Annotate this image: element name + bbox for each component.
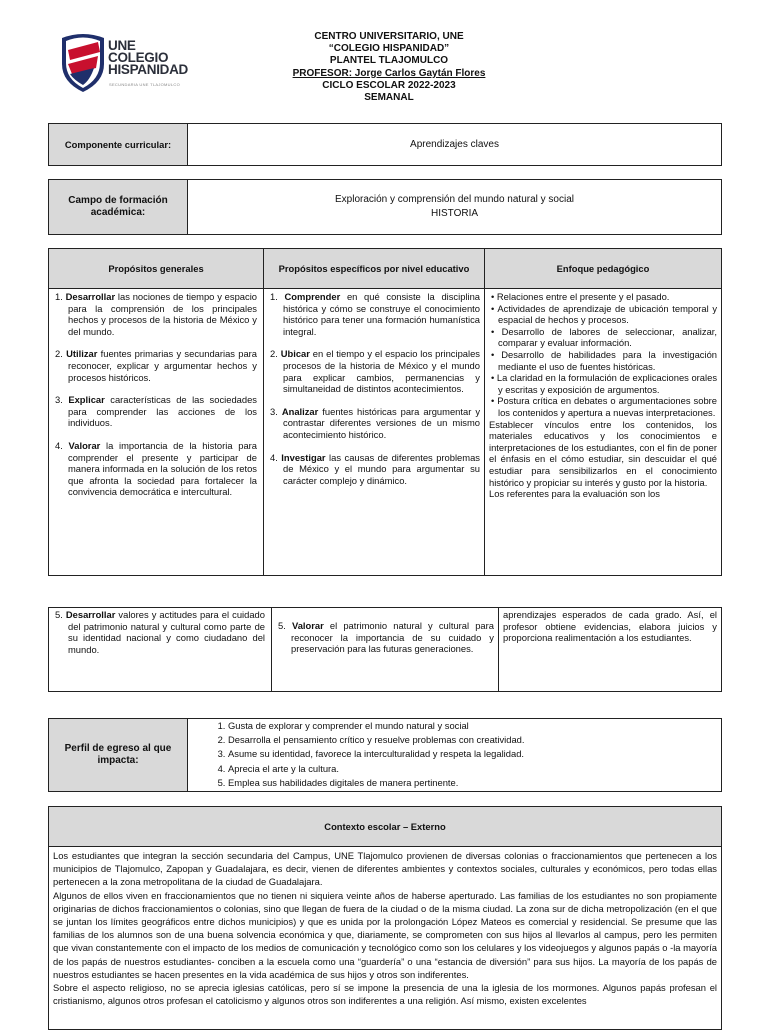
contexto-body bbox=[49, 847, 722, 1030]
list-item: 1. Gusta de explorar y comprender el mundo natural y social bbox=[228, 719, 721, 733]
header-especificos: Propósitos específicos por nivel educativo bbox=[264, 249, 485, 289]
campo-subject: HISTORIA bbox=[430, 208, 479, 219]
perfil-label: Perfil de egreso al que impacta: bbox=[49, 719, 188, 792]
bullet-item: • Desarrollo de habilidades para la investigación mediante el uso de fuentes históricas. bbox=[491, 348, 717, 372]
header-enfoque: Enfoque pedagógico bbox=[485, 249, 722, 289]
componente-value: Aprendizajes claves bbox=[188, 124, 722, 166]
bullet-item: • Postura crítica en debates o argumentaciones sobre los contenidos y apertura a nuevas interpretaciones. bbox=[491, 395, 717, 418]
shield-icon bbox=[58, 30, 108, 94]
perfil-table bbox=[48, 718, 722, 792]
header-teacher: PROFESOR: Jorge Carlos Gaytán Flores bbox=[292, 67, 486, 79]
contexto-paragraph-1: Los estudiantes que integran la sección secundaria del Campus, UNE Tlajomulco provienen de diversas colonias o fraccionamientos que pertenecen a los municipios de Tlajomulco, Zapopan y Guadalajara, es decir, vienen de diferentes ambientes y contextos sociales, culturales y económicos, pero todas ellas pertenecen a la zona metropolitana de la ciudad de Guadalajara. bbox=[53, 850, 717, 888]
logo-tagline: SECUNDARIA UNE TLAJOMULCO bbox=[109, 82, 180, 87]
especificos-cell bbox=[264, 289, 485, 576]
document-header bbox=[230, 31, 548, 104]
list-item: 4. Investigar las causas de diferentes problemas de México y el mundo para argumentar su carácter complejo y dinámico. bbox=[270, 451, 480, 486]
school-logo bbox=[58, 30, 208, 96]
list-item: 5. Valorar el patrimonio natural y cultural para reconocer la importancia de su cuidado y preservación para las futuras generaciones. bbox=[278, 620, 494, 655]
perfil-list bbox=[188, 719, 721, 790]
bullet-item: • Actividades de aprendizaje de ubicación temporal y espacial de hechos y procesos. bbox=[491, 302, 718, 326]
enfoque-paragraph: Establecer vínculos entre los contenidos, los materiales educativos y los conocimientos e interpretaciones de los estudiantes, con el fin de poner el énfasis en el cómo estudiar, sin descuidar el qué estudiar para sensibilizarlos en el conocimiento histórico y propiciar su interés y gusto por la historia. bbox=[489, 418, 717, 488]
header-campus: PLANTEL TLAJOMULCO bbox=[329, 55, 449, 67]
header-institution: CENTRO UNIVERSITARIO, UNE bbox=[314, 31, 464, 42]
campo-value: Exploración y comprensión del mundo natural y social bbox=[334, 194, 574, 205]
logo-line-1: UNE bbox=[108, 38, 136, 53]
header-frequency: SEMANAL bbox=[364, 92, 414, 104]
list-item: 2. Ubicar en el tiempo y el espacio los principales procesos de la historia de México y el mundo para explicar cambios, permanencias y simultaneidad de distintos acontecimientos. bbox=[270, 348, 480, 395]
list-item: 1. Comprender en qué consiste la disciplina histórica y cómo se construye el conocimiento histórico para tener una formación humanística integral. bbox=[270, 291, 480, 337]
bullet-item: • Relaciones entre el presente y el pasado. bbox=[491, 291, 670, 302]
contexto-paragraph-3: Sobre el aspecto religioso, no se aprecia iglesias católicas, pero sí se impone la presencia de una la iglesia de los mormones. Algunos papás profesan el cristianismo, algunos otros profesan el catolicismo y algunos otros son indiferentes a una religión. Así mismo, existen excelentes bbox=[53, 982, 717, 1007]
header-school: “COLEGIO HISPANIDAD” bbox=[328, 43, 450, 55]
general-5-cell bbox=[49, 608, 272, 692]
propositos-cont-table bbox=[48, 607, 722, 692]
contexto-paragraph-2: Algunos de ellos viven en fraccionamientos que no tienen ni siquiera veinte años de haberse aperturado. Las familias de los estudiantes no son propiamente originarias de dichos fraccionamientos o colonias, sino que llegan de fuera de la ciudad o de la misma ciudad. La zona sur de dicha metropolización (en el que se juntan los límites geográficos entre dichos municipios) y que es unida por la prolongación López Mateos es comercial y residencial. Se presume que las familias de los alumnos son de una buena solvencia económica y que, diariamente, se comprometen con sus hijos al llevarlos al campus, pero les permiten que vivan constantemente con el impacto de los medios de comunicación y tecnológico como son los celulares y los videojuegos y algunos papás o -la mayoría de los papás de nuestros estudiantes- conciben a la escuela como una “guardería” o una “estancia de diversión” para sus hijos. La mayoría de los papás de nuestros estudiantes se hacen presentes en la vida académica de sus hijos y otros son indiferentes. bbox=[53, 889, 717, 980]
contexto-title: Contexto escolar – Externo bbox=[49, 807, 722, 847]
enfoque-cell bbox=[485, 289, 722, 576]
campo-label: Campo de formación académica: bbox=[49, 180, 188, 235]
componente-table bbox=[48, 123, 722, 166]
bullet-item: • Desarrollo de labores de seleccionar, analizar, comparar y evaluar información. bbox=[491, 325, 717, 349]
header-school-year: CICLO ESCOLAR 2022-2023 bbox=[322, 79, 456, 91]
header-generales: Propósitos generales bbox=[49, 249, 264, 289]
list-item: 4. Aprecia el arte y la cultura. bbox=[228, 762, 721, 776]
enfoque-cont-cell: aprendizajes esperados de cada grado. Así, el profesor obtiene evidencias, elabora juicios y proporciona realimentación a los estudiantes. bbox=[499, 608, 722, 692]
generales-cell bbox=[49, 289, 264, 576]
list-item: 2. Desarrolla el pensamiento crítico y resuelve problemas con creatividad. bbox=[228, 733, 721, 747]
contexto-table bbox=[48, 806, 722, 1030]
list-item: 5. Desarrollar valores y actitudes para el cuidado del patrimonio natural y cultural como parte de su identidad nacional y como ciudadano del mundo. bbox=[55, 609, 265, 655]
list-item: 3. Explicar características de las sociedades para comprender las acciones de los individuos. bbox=[55, 394, 257, 429]
enfoque-paragraph-cont: Los referentes para la evaluación son los bbox=[489, 488, 660, 500]
propositos-table bbox=[48, 248, 722, 576]
list-item: 5. Emplea sus habilidades digitales de manera pertinente. bbox=[228, 776, 721, 790]
logo-line-3: HISPANIDAD bbox=[108, 62, 189, 77]
bullet-item: • La claridad en la formulación de explicaciones orales y escritas y exposición de argumentos. bbox=[491, 372, 718, 395]
list-item: 4. Valorar la importancia de la historia para comprender el presente y participar de manera informada en la solución de los retos que afronta la sociedad para fortalecer la convivencia democrática e intercultural. bbox=[55, 439, 257, 498]
logo-line-2: COLEGIO bbox=[108, 50, 169, 65]
list-item: 3. Analizar fuentes históricas para argumentar y contrastar diferentes versiones de un mismo acontecimiento histórico. bbox=[270, 405, 481, 440]
list-item: 2. Utilizar fuentes primarias y secundarias para reconocer, explicar y argumentar hechos y procesos históricos. bbox=[55, 348, 258, 383]
especifico-5-cell bbox=[272, 608, 499, 692]
campo-table bbox=[48, 179, 722, 235]
componente-label: Componente curricular: bbox=[49, 124, 188, 166]
list-item: 1. Desarrollar las nociones de tiempo y espacio para la comprensión de los principales hechos y procesos de la historia de México y del mundo. bbox=[55, 291, 257, 337]
list-item: 3. Asume su identidad, favorece la interculturalidad y respeta la legalidad. bbox=[228, 747, 721, 761]
